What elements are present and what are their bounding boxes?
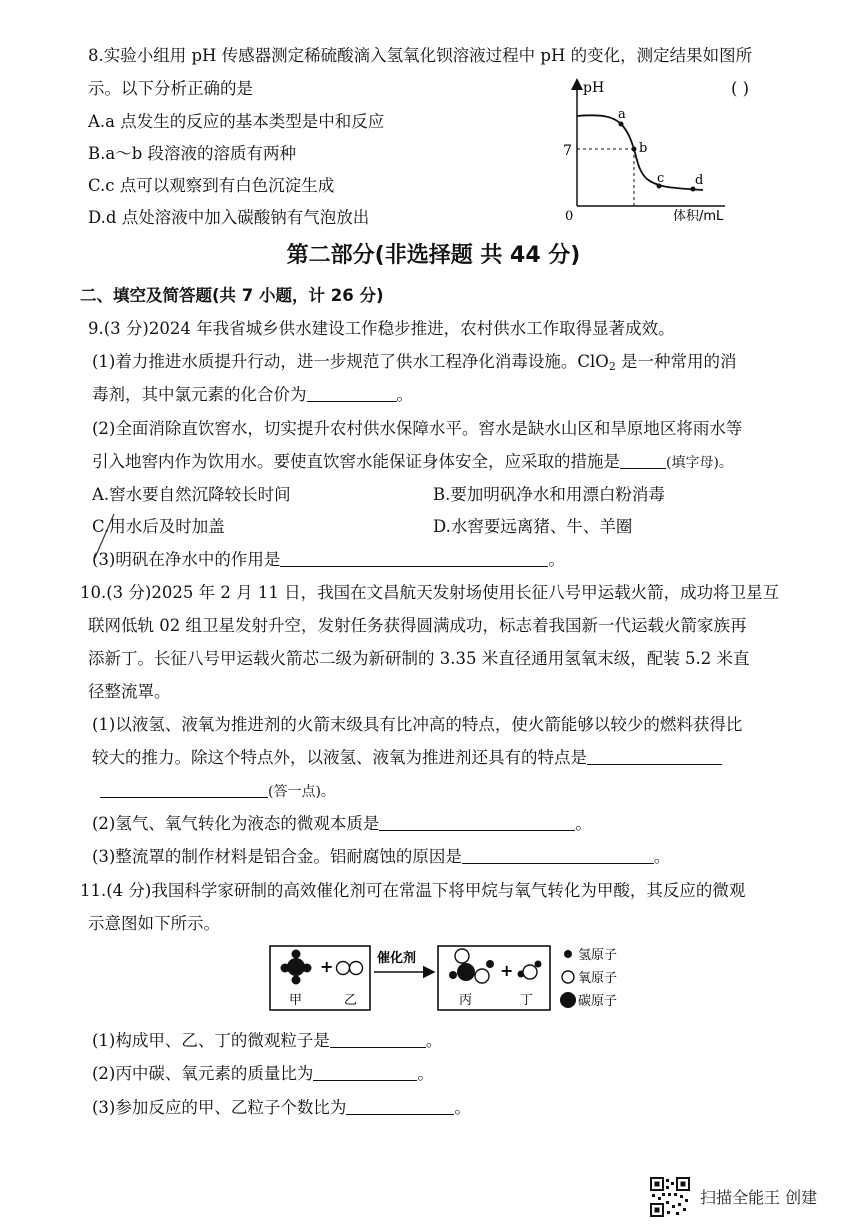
catalyst-label: 催化剂: [377, 951, 417, 966]
q11-p2: (2)丙中碳、氧元素的质量比为 。: [92, 1064, 434, 1083]
plus-1: +: [320, 957, 334, 976]
label-ding: 丁: [520, 993, 534, 1008]
y-tick-7: 7: [563, 143, 572, 159]
q11-stem-line2: 示意图如下所示。: [88, 914, 220, 933]
section-heading: 二、填空及简答题(共 7 小题，计 26 分): [80, 286, 384, 305]
water-molecule: [518, 961, 542, 980]
point-c-label: c: [657, 171, 665, 186]
point-a-label: a: [618, 107, 626, 122]
q9-p1-line1: (1)着力推进水质提升行动，进一步规范了供水工程净化消毒设施。ClO$_2$ 是一种常用的消: [92, 352, 737, 373]
point-d-label: d: [695, 173, 704, 188]
point-b: [632, 147, 637, 152]
q10-p2-answer-blank[interactable]: [379, 814, 575, 831]
q11-stem-line1: 11.(4 分)我国科学家研制的高效催化剂可在常温下将甲烷与氧气转化为甲酸，其反应的微观: [80, 881, 746, 900]
plus-2: +: [500, 961, 514, 980]
q8-option-a: A.a 点发生的反应的基本类型是中和反应: [88, 112, 385, 131]
q10-p1-line1: (1)以液氢、液氧为推进剂的火箭末级具有比冲高的特点，使火箭能够以较少的燃料获得比: [92, 715, 743, 734]
q8-stem-line2: 示。以下分析正确的是: [88, 79, 253, 98]
q8-answer-paren: ( ): [731, 79, 750, 98]
q9-opt-c: C.用水后及时加盖: [92, 517, 225, 536]
q11-p3: (3)参加反应的甲、乙粒子个数比为 。: [92, 1098, 471, 1117]
q11-p1-answer-blank[interactable]: [330, 1031, 426, 1048]
legend: [560, 948, 617, 1009]
q9-p2-line2: 引入地窖内作为饮用水。要使直饮窖水能保证身体安全，应采取的措施是 (填字母)。: [92, 452, 733, 471]
q10-stem-line3: 添新丁。长征八号甲运载火箭芯二级为新研制的 3.35 米直径通用氢氧末级，配装 5.2 米直: [88, 649, 750, 668]
q11-p1: (1)构成甲、乙、丁的微观粒子是 。: [92, 1031, 443, 1050]
legend-carbon: 碳原子: [578, 994, 618, 1009]
q9-p1-line2: 毒剂，其中氯元素的化合价为 。: [92, 385, 413, 404]
scanner-watermark: [650, 1173, 860, 1221]
q9-p3: (3)明矾在净水中的作用是 。: [92, 550, 565, 569]
q10-p1-line3: (答一点)。: [100, 780, 335, 803]
q9-p2-answer-blank[interactable]: [620, 452, 666, 469]
q8-stem-line1: 8.实验小组用 pH 传感器测定稀硫酸滴入氢氧化钡溶液过程中 pH 的变化，测定结果如图所: [88, 46, 753, 65]
legend-oxygen-icon: [562, 971, 574, 983]
legend-hydrogen-icon: [564, 950, 572, 958]
q8-option-c: C.c 点可以观察到有白色沉淀生成: [88, 176, 335, 195]
q9-stem: 9.(3 分)2024 年我省城乡供水建设工作稳步推进，农村供水工作取得显著成效。: [88, 319, 675, 338]
part2-title: 第二部分(非选择题 共 44 分): [286, 243, 581, 268]
q11-reaction-diagram: [268, 942, 638, 1016]
q9-opt-b: B.要加明矾净水和用漂白粉消毒: [433, 485, 665, 504]
point-a: [619, 122, 624, 127]
q9-p2-line1: (2)全面消除直饮窖水，切实提升农村供水保障水平。窖水是缺水山区和旱原地区将雨水等: [92, 419, 743, 438]
q9-p1-answer-blank[interactable]: [307, 385, 397, 402]
label-jia: 甲: [289, 993, 303, 1008]
q10-stem-line4: 径整流罩。: [88, 682, 171, 701]
pen-mark: [90, 512, 116, 566]
x-axis-label: 体积/mL: [673, 209, 724, 224]
qr-code-icon: [650, 1177, 690, 1217]
legend-carbon-icon: [560, 992, 576, 1008]
methane-molecule: [281, 950, 312, 985]
legend-oxygen: 氧原子: [578, 971, 618, 986]
point-b-label: b: [639, 141, 648, 156]
q10-p3: (3)整流罩的制作材料是铝合金。铝耐腐蚀的原因是 。: [92, 847, 671, 866]
watermark-text: 扫描全能王 创建: [700, 1188, 818, 1207]
q8-option-d: D.d 点处溶液中加入碳酸钠有气泡放出: [88, 208, 370, 227]
q10-p2: (2)氢气、氧气转化为液态的微观本质是 。: [92, 814, 592, 833]
origin-label: 0: [565, 209, 574, 224]
y-axis-label: pH: [583, 80, 605, 96]
q9-opt-a: A.窖水要自然沉降较长时间: [92, 485, 291, 504]
q10-p1-answer-blank-a[interactable]: [587, 748, 722, 765]
oxygen-molecule: [337, 962, 363, 975]
formic-acid-molecule: [449, 949, 494, 983]
q9-opt-d: D.水窖要远离猪、牛、羊圈: [433, 517, 633, 536]
q10-p3-answer-blank[interactable]: [462, 847, 654, 864]
q8-ph-graph: [555, 78, 735, 228]
legend-hydrogen: 氢原子: [578, 948, 618, 963]
q8-option-b: B.a～b 段溶液的溶质有两种: [88, 144, 297, 163]
q10-p1-line2: 较大的推力。除这个特点外，以液氢、液氧为推进剂还具有的特点是: [92, 747, 722, 769]
label-bing: 丙: [459, 993, 473, 1008]
q9-p3-answer-blank[interactable]: [280, 550, 548, 567]
q11-p3-answer-blank[interactable]: [346, 1098, 454, 1115]
q10-p1-answer-blank-b[interactable]: [100, 781, 268, 798]
q10-stem-line2: 联网低轨 02 组卫星发射升空，发射任务获得圆满成功，标志着我国新一代运载火箭家族再: [88, 616, 747, 635]
label-yi: 乙: [344, 993, 358, 1008]
q11-p2-answer-blank[interactable]: [313, 1064, 417, 1081]
q10-stem-line1: 10.(3 分)2025 年 2 月 11 日，我国在文昌航天发射场使用长征八号甲运载火箭，成功将卫星互: [80, 583, 780, 602]
